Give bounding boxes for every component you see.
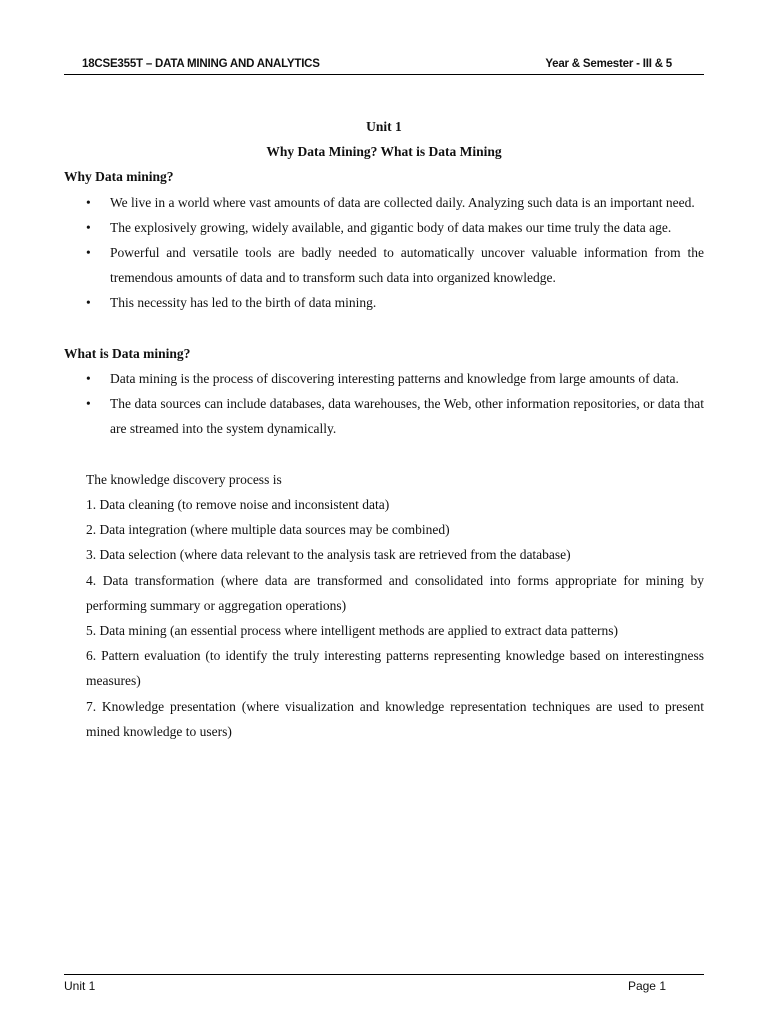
page-footer bbox=[64, 974, 704, 997]
course-title: 18CSE355T – DATA MINING AND ANALYTICS bbox=[82, 58, 320, 70]
spacer bbox=[64, 442, 704, 467]
list-item: • The explosively growing, widely available, and gigantic body of data makes our time truly the data age. bbox=[64, 215, 704, 240]
kdd-steps-list bbox=[64, 492, 704, 744]
what-bullet-list bbox=[64, 366, 704, 442]
what-heading: What is Data mining? bbox=[64, 345, 191, 361]
list-item: • The data sources can include databases, data warehouses, the Web, other information repositories, or data that are streamed into the system dynamically. bbox=[64, 391, 704, 441]
list-item: 2. Data integration (where multiple data sources may be combined) bbox=[86, 522, 450, 538]
why-bullet-list bbox=[64, 190, 704, 316]
kdd-intro: The knowledge discovery process is bbox=[86, 471, 282, 487]
unit-title: Unit 1 bbox=[366, 119, 402, 134]
page-number: Page 1 bbox=[627, 979, 666, 993]
list-item: • Powerful and versatile tools are badly needed to automatically uncover valuable information from the tremendous amounts of data and to transform such data into organized knowledge. bbox=[64, 240, 704, 290]
list-item: 6. Pattern evaluation (to identify the truly interesting patterns representing knowledge based on interestingness measures) bbox=[86, 648, 704, 689]
document-body bbox=[64, 114, 704, 744]
footer-unit: Unit 1 bbox=[64, 979, 96, 993]
list-item: 5. Data mining (an essential process where intelligent methods are applied to extract data patterns) bbox=[86, 623, 618, 639]
list-item: 1. Data cleaning (to remove noise and inconsistent data) bbox=[86, 497, 390, 513]
list-item: • Data mining is the process of discovering interesting patterns and knowledge from large amounts of data. bbox=[64, 366, 704, 391]
list-item: 3. Data selection (where data relevant to the analysis task are retrieved from the database) bbox=[86, 547, 571, 563]
year-semester: Year & Semester - III & 5 bbox=[545, 58, 672, 70]
spacer bbox=[64, 316, 704, 341]
list-item: 7. Knowledge presentation (where visualization and knowledge representation techniques are used to present mined knowledge to users) bbox=[86, 698, 704, 739]
list-item: • We live in a world where vast amounts of data are collected daily. Analyzing such data is an important need. bbox=[64, 190, 704, 215]
page-header bbox=[64, 58, 704, 75]
list-item: • This necessity has led to the birth of data mining. bbox=[64, 290, 704, 315]
page-title: Why Data Mining? What is Data Mining bbox=[266, 144, 502, 160]
list-item: 4. Data transformation (where data are transformed and consolidated into forms appropriate for mining by performing summary or aggregation operations) bbox=[86, 572, 704, 613]
why-heading: Why Data mining? bbox=[64, 169, 174, 185]
